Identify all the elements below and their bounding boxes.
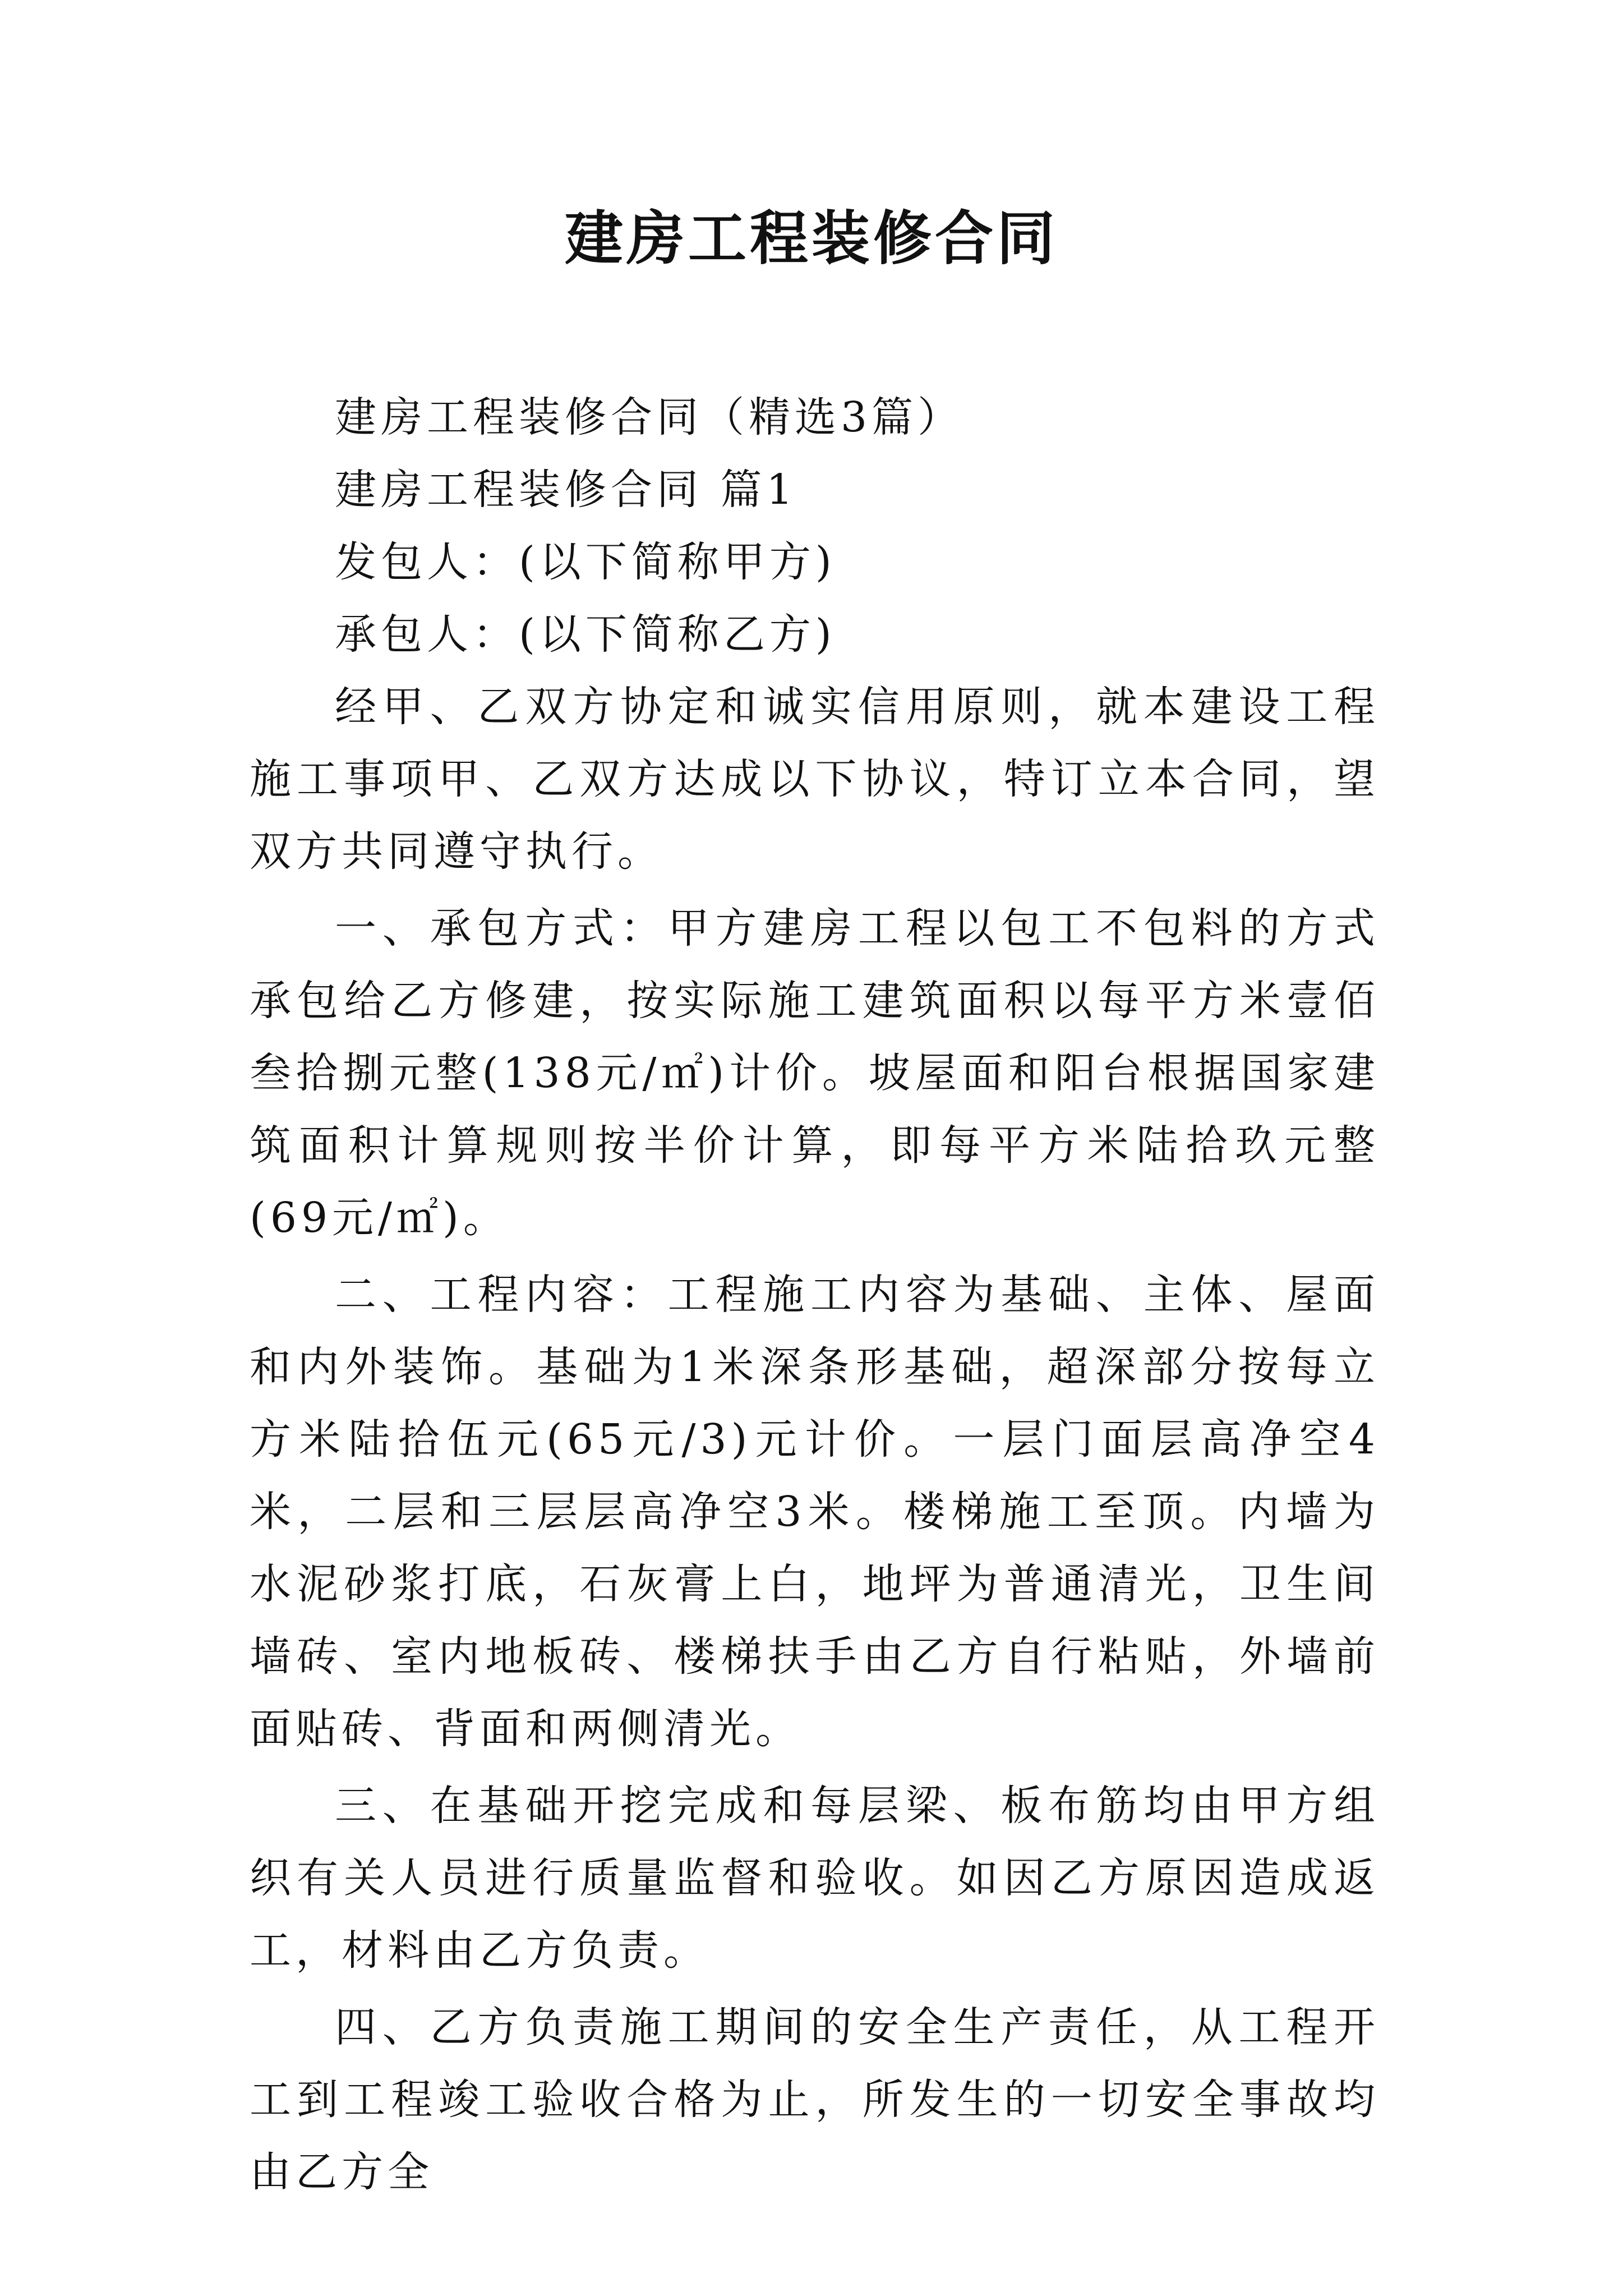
paragraph-clause-3: 三、在基础开挖完成和每层梁、板布筋均由甲方组织有关人员进行质量监督和验收。如因乙方原因造成返工，材料由乙方负责。 — [250, 1782, 1380, 1975]
paragraph-employer: 发包人：(以下简称甲方) — [335, 538, 836, 586]
document-body — [250, 381, 1380, 2208]
paragraph-contractor: 承包人：(以下简称乙方) — [335, 610, 836, 659]
document-title: 建房工程装修合同 — [564, 204, 1058, 273]
paragraph-collection-heading: 建房工程装修合同（精选3篇） — [335, 393, 964, 441]
paragraph-preamble: 经甲、乙双方协定和诚实信用原则，就本建设工程施工事项甲、乙双方达成以下协议，特订立本合同，望双方共同遵守执行。 — [250, 683, 1380, 876]
paragraph-clause-2: 二、工程内容：工程施工内容为基础、主体、屋面和内外装饰。基础为1米深条形基础，超深部分按每立方米陆拾伍元(65元/3)元计价。一层门面层高净空4米，二层和三层层高净空3米。楼梯施工至顶。内墙为水泥砂浆打底，石灰膏上白，地坪为普通清光，卫生间墙砖、室内地板砖、楼梯扶手由乙方自行粘贴，外墙前面贴砖、背面和两侧清光。 — [250, 1271, 1380, 1753]
paragraph-clause-4: 四、乙方负责施工期间的安全生产责任，从工程开工到工程竣工验收合格为止，所发生的一切安全事故均由乙方全 — [250, 2003, 1380, 2196]
paragraph-article-heading: 建房工程装修合同 篇1 — [335, 466, 797, 514]
paragraph-clause-1: 一、承包方式：甲方建房工程以包工不包料的方式承包给乙方修建，按实际施工建筑面积以每平方米壹佰叁拾捌元整(138元/㎡)计价。坡屋面和阳台根据国家建筑面积计算规则按半价计算，即每平方米陆拾玖元整(69元/㎡)。 — [250, 904, 1380, 1242]
